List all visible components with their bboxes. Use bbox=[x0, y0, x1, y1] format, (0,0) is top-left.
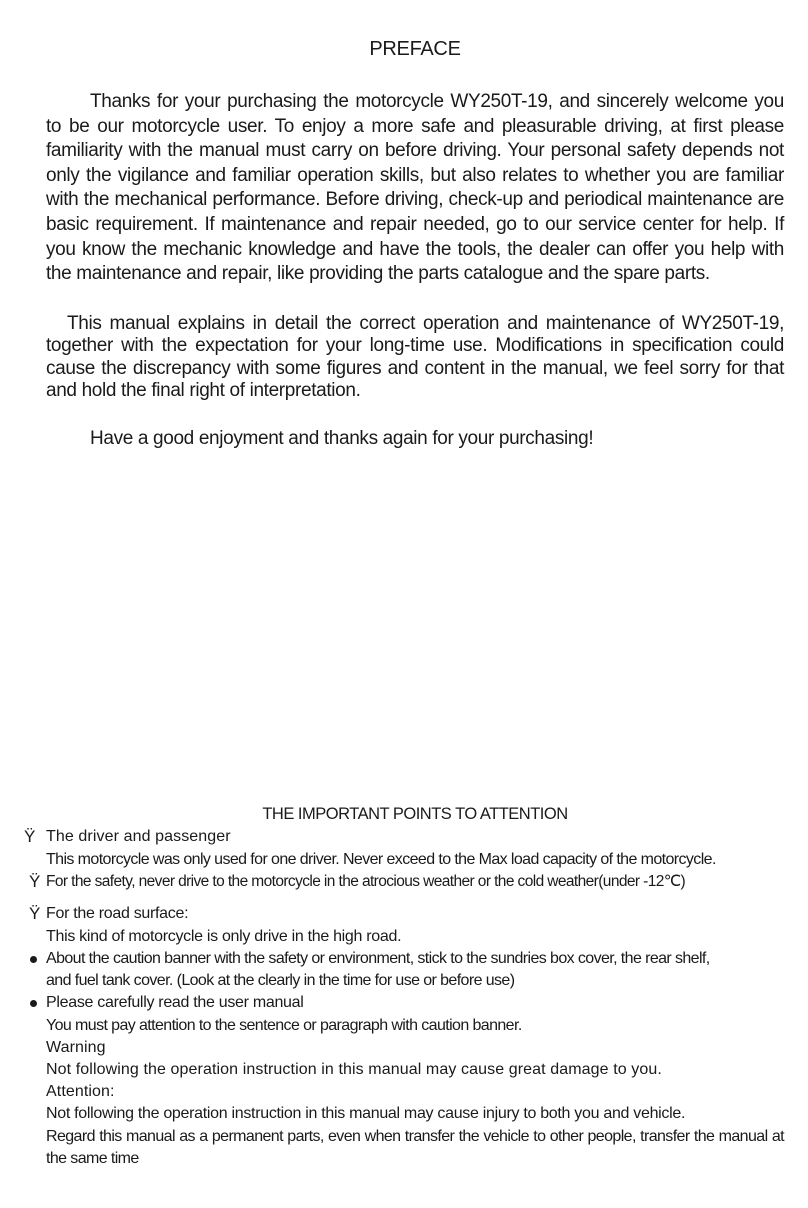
driver-heading: Ÿ The driver and passenger bbox=[24, 827, 231, 846]
preface-title: PREFACE bbox=[369, 38, 461, 60]
driver-text: This motorcycle was only used for one driver. Never exceed to the Max load capacity of the motorcycle. bbox=[46, 851, 716, 868]
bullet-dot-icon bbox=[30, 956, 37, 963]
warning-text: Not following the operation instruction in this manual may cause great damage to you. bbox=[46, 1061, 662, 1078]
preface-paragraph-1: Thanks for your purchasing the motorcycle WY250T-19, and sincerely welcome you to be our motorcycle user. To enjoy a more safe and pleasurable driving, at first please familiarity with the manual must carry on before driving. Your personal safety depends not only the vigilance and familiar operation skills, but also relates to whether you are familiar with the mechanical performance. Before driving, check-up and periodical maintenance are basic requirement. If maintenance and repair needed, go to our service center for help. If you know the mechanic knowledge and have the tools, the dealer can offer you help with the maintenance and repair, like providing the parts catalogue and the spare parts. bbox=[46, 91, 784, 285]
bullet-marker-icon: Ÿ bbox=[24, 827, 36, 846]
road-heading: Ÿ For the road surface: bbox=[29, 904, 189, 923]
preface-paragraph-2: This manual explains in detail the correct operation and maintenance of WY250T-19, together with the expectation for your long-time use. Modifications in specification could cause the discrepancy with some figures and content in the manual, we feel sorry for that and hold the final right of interpretation. bbox=[46, 313, 784, 401]
bullet-marker-icon: Ÿ bbox=[29, 872, 40, 891]
banner-item-continued: and fuel tank cover. (Look at the clearly in the time for use or before use) bbox=[46, 972, 515, 989]
pay-attention-text: You must pay attention to the sentence or paragraph with caution banner. bbox=[46, 1017, 522, 1034]
banner-item: About the caution banner with the safety or environment, stick to the sundries box cover, the rear shelf, bbox=[46, 949, 784, 969]
attention-label: Attention: bbox=[46, 1083, 115, 1100]
road-text: This kind of motorcycle is only drive in the high road. bbox=[46, 928, 402, 945]
attention-text: Not following the operation instruction in this manual may cause injury to both you and vehicle. bbox=[46, 1105, 686, 1122]
preface-paragraph-3: Have a good enjoyment and thanks again for your purchasing! bbox=[90, 428, 594, 449]
attention-section-title: THE IMPORTANT POINTS TO ATTENTION bbox=[262, 805, 568, 823]
bullet-marker-icon: Ÿ bbox=[29, 904, 41, 923]
read-manual-item: Please carefully read the user manual bbox=[46, 993, 784, 1013]
weather-text: Ÿ For the safety, never drive to the motorcycle in the atrocious weather or the cold weather(under -12℃) bbox=[29, 872, 686, 891]
permanent-parts-text: Regard this manual as a permanent parts, even when transfer the vehicle to other people, transfer the manual at the same time bbox=[46, 1128, 784, 1167]
bullet-dot-icon bbox=[30, 1000, 37, 1007]
warning-label: Warning bbox=[46, 1039, 106, 1056]
